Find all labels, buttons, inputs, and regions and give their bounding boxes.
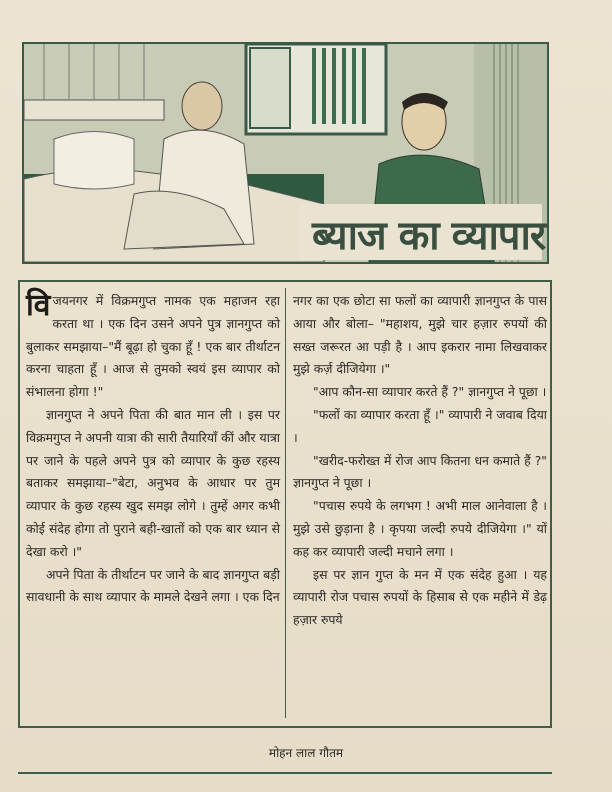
paragraph: इस पर ज्ञान गुप्त के मन में एक संदेह हुआ । यह व्यापारी रोज पचास रुपयों के हिसाब से एक महीने में डेढ़ हज़ार रुपये [293, 566, 547, 628]
paragraph: "खरीद-फरोख्त में रोज आप कितना धन कमाते हैं ?" ज्ञानगुप्त ने पूछा । [293, 452, 547, 491]
footer-rule [18, 772, 552, 774]
paragraph: "पचास रुपये के लगभग ! अभी माल आनेवाला है । मुझे उसे छुड़ाना है । कृपया जल्दी रुपये दीजियेगा ।" यों कह कर व्यापारी जल्दी मचाने लगा । [293, 498, 547, 559]
author-byline: मोहन लाल गौतम [268, 746, 344, 760]
paragraph [26, 290, 280, 404]
right-column [293, 290, 547, 632]
drop-cap: वि [26, 288, 51, 323]
paragraph-text: जयनगर में विक्रमगुप्त नामक एक महाजन रहा करता था । एक दिन उसने अपने पुत्र ज्ञानगुप्त को बुलाकर समझाया–"मैं बूढ़ा हो चुका हूँ ! एक बार तीर्थाटन करना चाहता हूँ । आज से तुमको स्वयं इस व्यापार को संभालना होगा !" [26, 293, 280, 400]
paragraph: अपने पिता के तीर्थाटन पर जाने के बाद ज्ञानगुप्त बड़ी सावधानी के साथ व्यापार के मामले देखने लगा । एक दिन [26, 566, 280, 605]
left-column [26, 290, 280, 609]
paragraph: "फलों का व्यापार करता हूँ ।" व्यापारी ने जवाब दिया । [293, 406, 547, 445]
column-divider [285, 288, 286, 718]
paragraph: "आप कौन-सा व्यापार करते हैं ?" ज्ञानगुप्त ने पूछा । [313, 384, 547, 400]
story-title: ब्याज का व्यापार [312, 213, 546, 259]
paragraph: ज्ञानगुप्त ने अपने पिता की बात मान ली । इस पर विक्रमगुप्त ने अपनी यात्रा की सारी तैयारियाँ कीं और यात्रा पर जाने के पहले अपने पुत्र को व्यापार के कुछ रहस्य बताकर समझाया–"बेटा, अनुभव के आधार पर तुम व्यापार के कुछ रहस्य खुद समझ लोगे । तुम्हें अगर कभी कोई संदेह होगा तो पुराने बही-खातों को एक बार ध्यान से देखा करो ।" [26, 406, 280, 559]
paragraph: नगर का एक छोटा सा फलों का व्यापारी ज्ञानगुप्त के पास आया और बोला– "महाशय, मुझे चार हज़ार रुपयों की सख्त जरूरत आ पड़ी है । आप इकरार नामा लिखवाकर मुझे कर्ज़ दीजियेगा ।" [293, 293, 547, 377]
